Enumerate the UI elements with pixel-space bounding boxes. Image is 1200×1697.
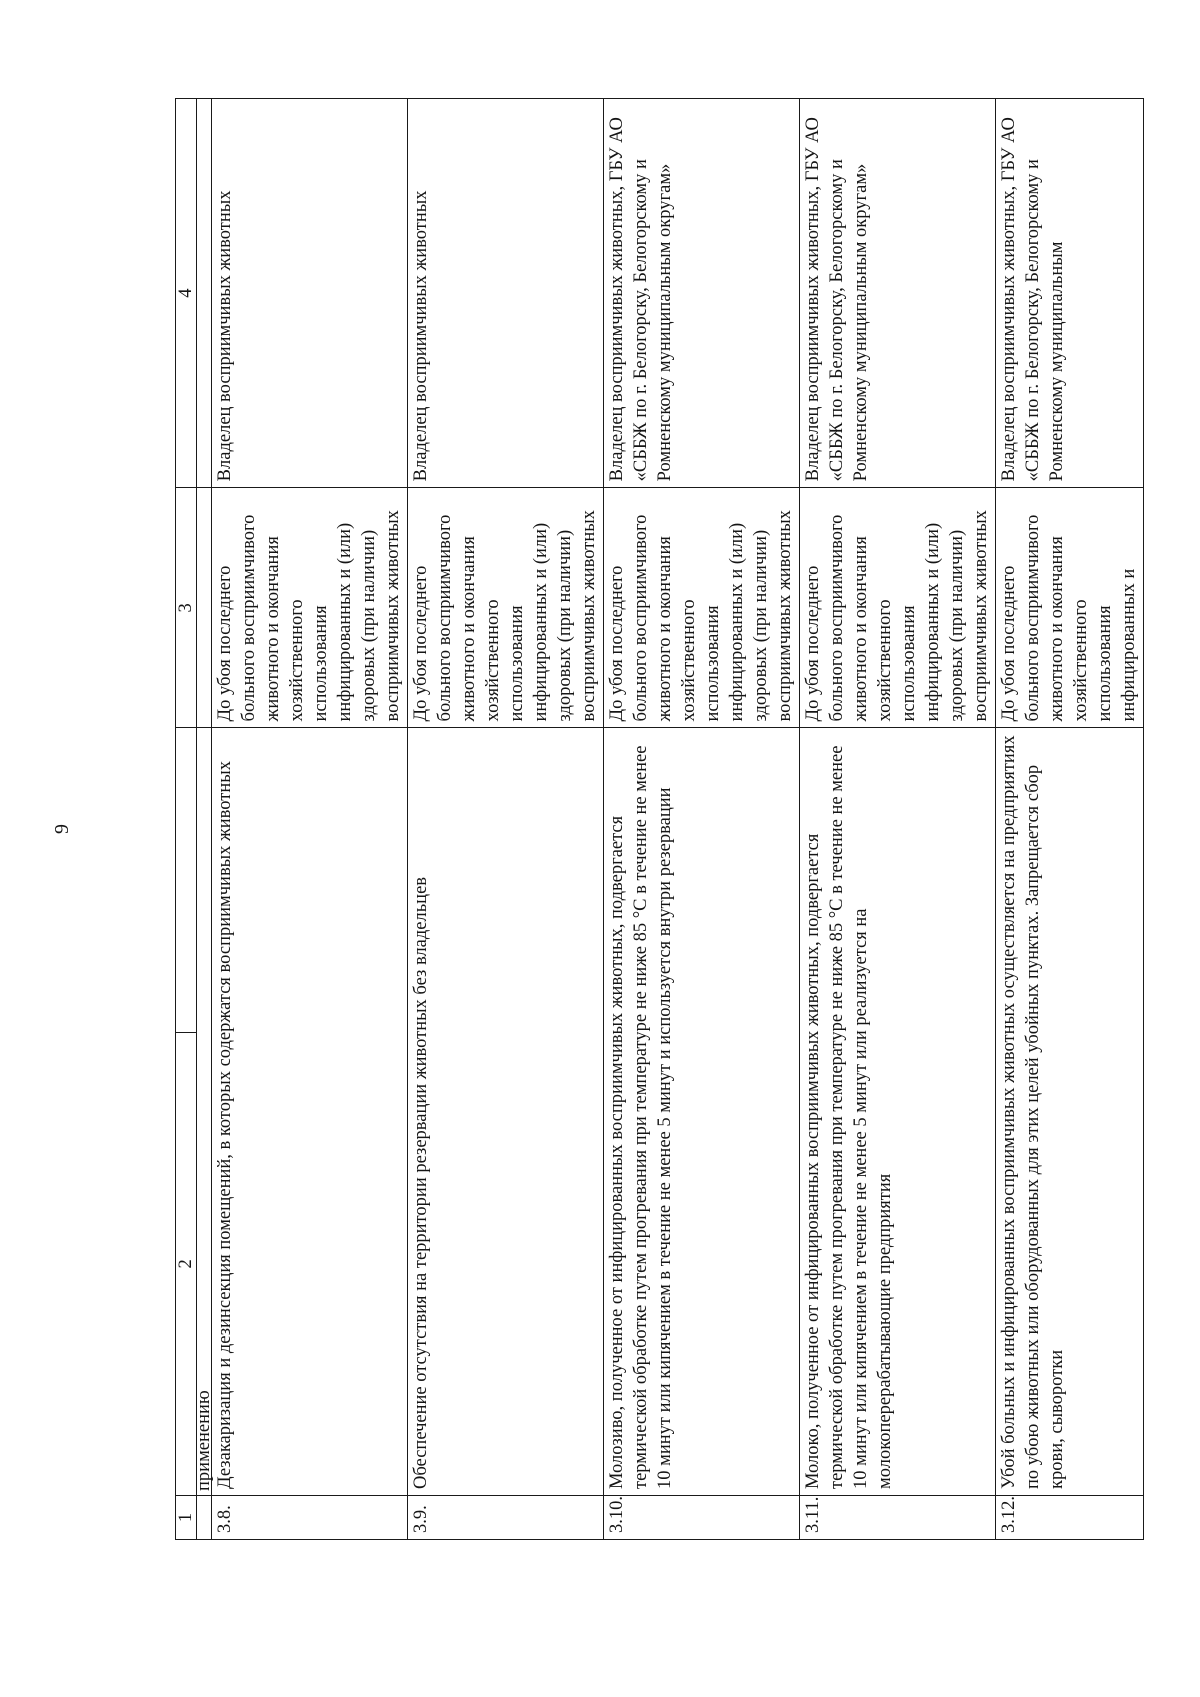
responsible-cell: Владелец восприимчивых животных, ГБУ АО «СББЖ по г. Белогорску, Белогорскому и Ромненскому муниципальным — [996, 99, 1144, 488]
responsible-cell: Владелец восприимчивых животных, ГБУ АО «СББЖ по г. Белогорску, Белогорскому и Ромненскому муниципальным округам» — [800, 99, 996, 488]
term-cell: До убоя последнего больного восприимчивого животного и окончания хозяйственного использования инфицированных и — [996, 488, 1144, 728]
table-row — [408, 99, 604, 1540]
measure-cell: Молоко, полученное от инфицированных восприимчивых животных, подвергается термической обработке путем прогревания при температуре не ниже 85 °С в течение не менее 10 минут или кипячением в течение не менее 5 минут или реализуется на молокоперерабатывающие предприятия — [800, 728, 996, 1496]
measure-cell: Обеспечение отсутствия на территории резервации животных без владельцев — [408, 728, 604, 1496]
row-number: 3.9. — [408, 1495, 604, 1539]
table-row — [996, 99, 1144, 1540]
continuation-row — [197, 99, 212, 1540]
header-col-1: 1 — [176, 1495, 197, 1539]
header-col-gap — [176, 728, 197, 1032]
continuation-num-cell — [197, 1495, 212, 1539]
header-col-4: 4 — [176, 99, 197, 488]
page-number: 9 — [51, 824, 73, 834]
responsible-cell: Владелец восприимчивых животных — [408, 99, 604, 488]
table-row — [800, 99, 996, 1540]
term-cell: До убоя последнего больного восприимчивого животного и окончания хозяйственного использования инфицированных и (или) здоровых (при наличии) восприимчивых животных — [604, 488, 800, 728]
row-number: 3.11. — [800, 1495, 996, 1539]
continuation-term-cell — [197, 488, 212, 728]
table-row — [604, 99, 800, 1540]
measure-cell: Убой больных и инфицированных восприимчивых животных осуществляется на предприятиях по убою животных или оборудованных для этих целей убойных пунктах. Запрещается сбор крови, сыворотки — [996, 728, 1144, 1496]
row-number: 3.10. — [604, 1495, 800, 1539]
header-col-2: 2 — [176, 1032, 197, 1495]
measure-cell: Молозиво, полученное от инфицированных восприимчивых животных, подвергается термической обработке путем прогревания при температуре не ниже 85 °С в течение не менее 10 минут или кипячением в течение не менее 5 минут и используется внутри резервации — [604, 728, 800, 1496]
measure-cell: Дезакаризация и дезинсекция помещений, в которых содержатся восприимчивых животных — [212, 728, 408, 1496]
header-col-3: 3 — [176, 488, 197, 728]
measures-table — [175, 98, 1144, 1540]
continuation-resp-cell — [197, 99, 212, 488]
header-row — [176, 99, 197, 1540]
term-cell: До убоя последнего больного восприимчивого животного и окончания хозяйственного использования инфицированных и (или) здоровых (при наличии) восприимчивых животных — [212, 488, 408, 728]
responsible-cell: Владелец восприимчивых животных — [212, 99, 408, 488]
regulation-table-rotated — [175, 98, 1139, 1540]
term-cell: До убоя последнего больного восприимчивого животного и окончания хозяйственного использования инфицированных и (или) здоровых (при наличии) восприимчивых животных — [408, 488, 604, 728]
table-row — [212, 99, 408, 1540]
continuation-text: применению — [197, 728, 212, 1496]
responsible-cell: Владелец восприимчивых животных, ГБУ АО «СББЖ по г. Белогорску, Белогорскому и Ромненскому муниципальным округам» — [604, 99, 800, 488]
row-number: 3.8. — [212, 1495, 408, 1539]
row-number: 3.12. — [996, 1495, 1144, 1539]
term-cell: До убоя последнего больного восприимчивого животного и окончания хозяйственного использования инфицированных и (или) здоровых (при наличии) восприимчивых животных — [800, 488, 996, 728]
